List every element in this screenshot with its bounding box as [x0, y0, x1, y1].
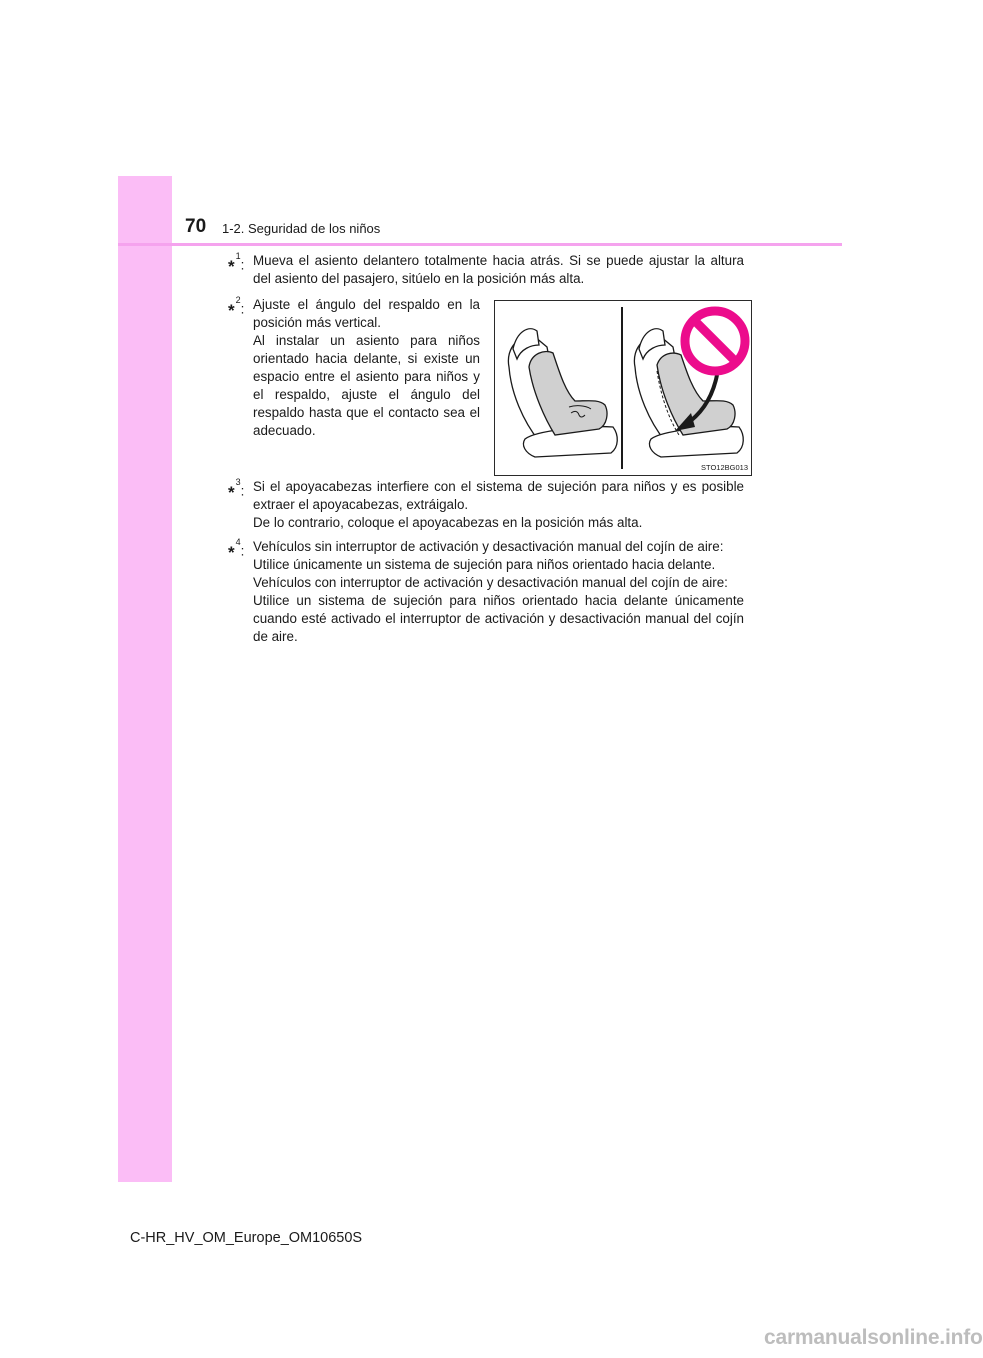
- section-title: 1-2. Seguridad de los niños: [222, 221, 381, 236]
- note-2: [228, 296, 480, 440]
- watermark: carmanualsonline.info: [764, 1326, 983, 1349]
- figure-code: STO12BG013: [701, 463, 748, 472]
- note-marker: *$^4$:: [228, 537, 245, 563]
- note-4-text-c: Vehículos con interruptor de activación y desactivación manual del cojín de aire:: [253, 575, 728, 590]
- note-marker: *$^1$:: [228, 251, 245, 277]
- side-band: [118, 176, 172, 1182]
- note-1: [228, 252, 744, 288]
- note-4-text-a: Vehículos sin interruptor de activación y desactivación manual del cojín de aire:: [253, 539, 724, 554]
- note-3-text-a: Si el apoyacabezas interfiere con el sistema de sujeción para niños y es posible extraer el apoyacabezas, extráigalo.: [253, 479, 744, 512]
- note-2-text-a: Ajuste el ángulo del respaldo en la posición más vertical.: [253, 297, 480, 330]
- note-3-text-b: De lo contrario, coloque el apoyacabezas en la posición más alta.: [253, 515, 643, 530]
- page-number: 70: [185, 216, 207, 237]
- note-marker: *$^3$:: [228, 477, 245, 503]
- header-rule: [118, 243, 842, 246]
- note-1-text: Mueva el asiento delantero totalmente hacia atrás. Si se puede ajustar la altura del asiento del pasajero, sitúelo en la posición más alta.: [253, 253, 744, 286]
- note-marker: *$^2$:: [228, 295, 245, 321]
- seat-correct-icon: [508, 329, 617, 457]
- note-3: [228, 478, 744, 532]
- note-4-text-d: Utilice un sistema de sujeción para niños orientado hacia delante únicamente cuando esté activado el interruptor de activación y desactivación manual del cojín de aire.: [253, 593, 744, 644]
- note-4-text-b: Utilice únicamente un sistema de sujeción para niños orientado hacia delante.: [253, 557, 716, 572]
- prohibition-icon: [685, 311, 745, 371]
- seat-illustration: [494, 300, 752, 476]
- footer-doc-id: C-HR_HV_OM_Europe_OM10650S: [130, 1230, 363, 1246]
- note-4: [228, 538, 744, 646]
- note-2-text-b: Al instalar un asiento para niños orientado hacia delante, si existe un espacio entre el asiento para niños y el respaldo, ajuste el ángulo del respaldo hasta que el contacto sea el adecuado.: [253, 333, 480, 438]
